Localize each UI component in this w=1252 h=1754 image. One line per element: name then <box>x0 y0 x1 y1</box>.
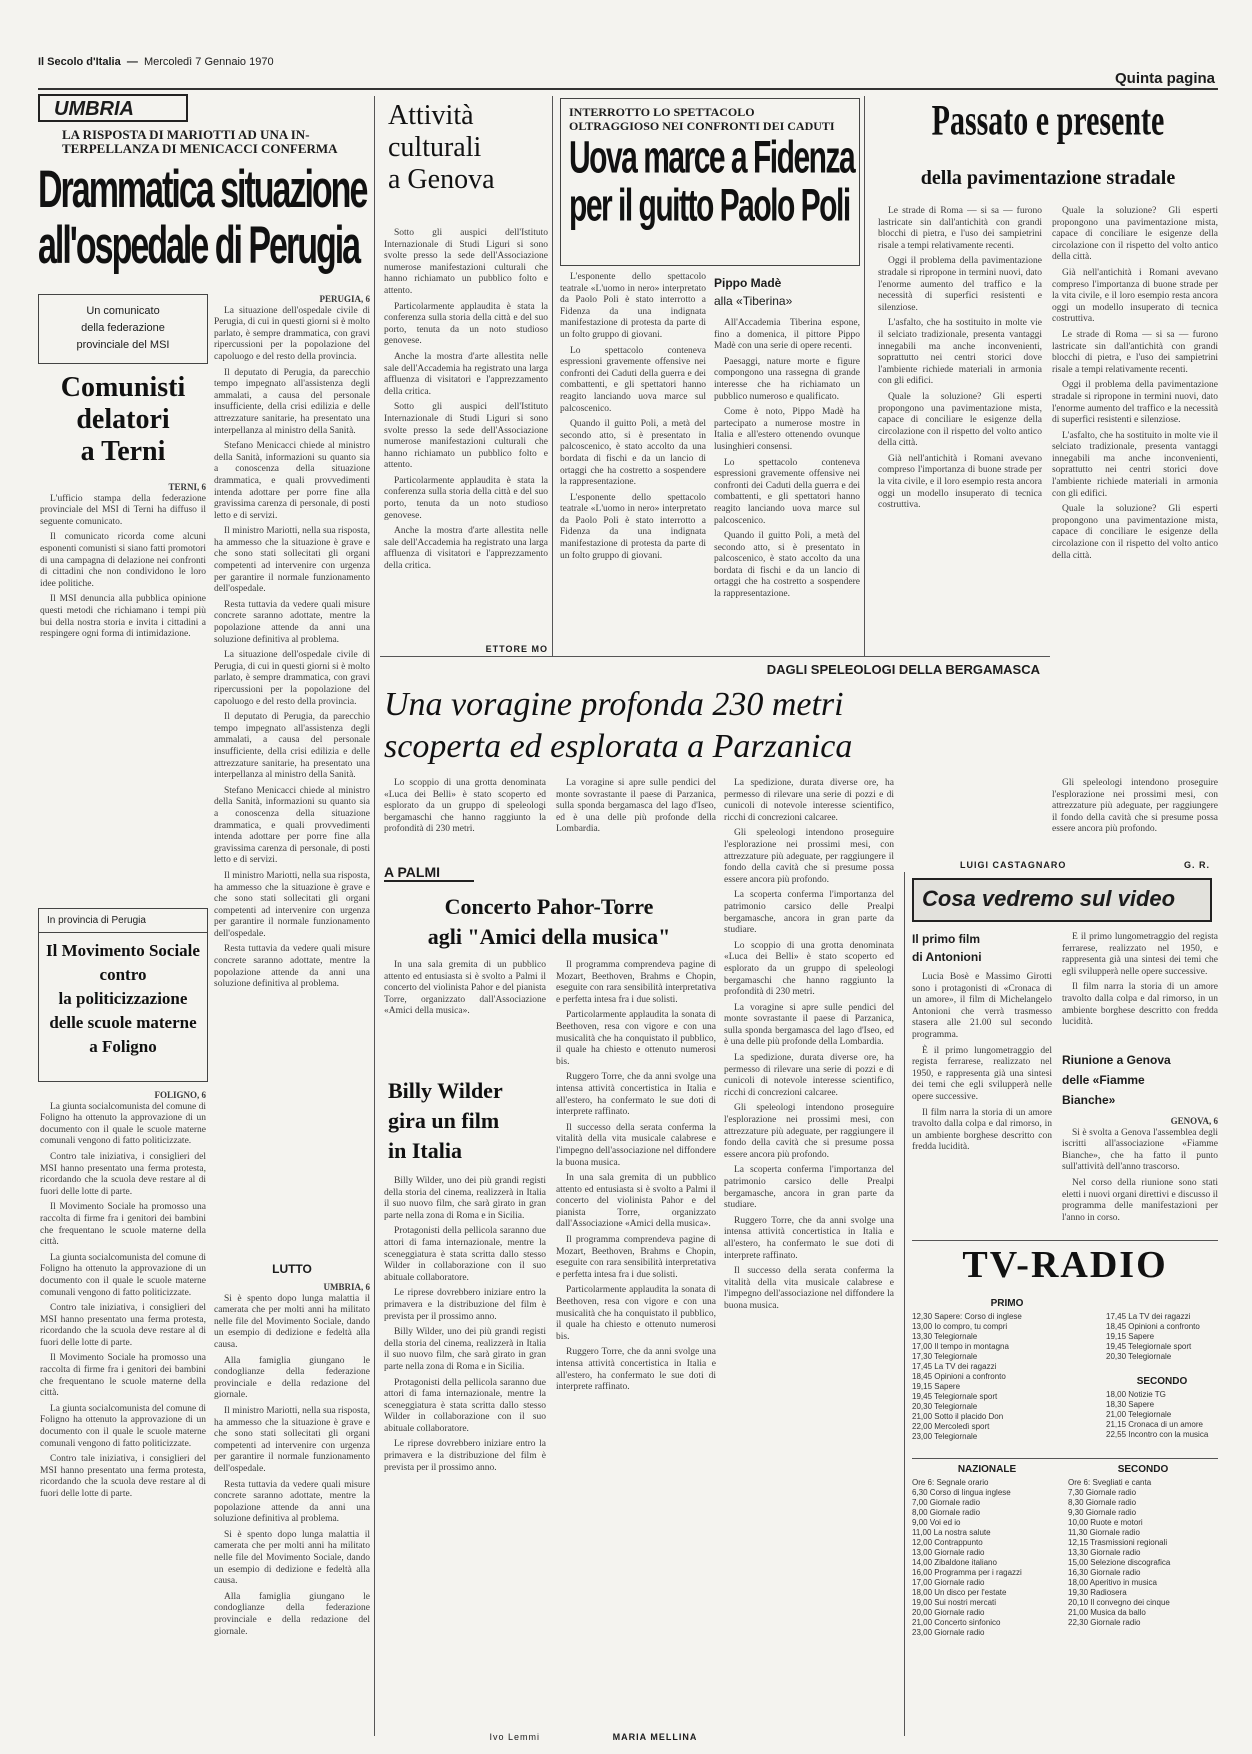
over-line-1: INTERROTTO LO SPETTACOLO <box>569 105 755 119</box>
headline-wilder <box>388 1076 548 1166</box>
headline-line-2: alla «Tiberina» <box>714 294 793 308</box>
headline-line-2: delatori <box>76 404 170 435</box>
paragraph: Lo scoppio di una grotta denominata «Luca dei Belli» è stato scoperto ed esplorato da un gruppo di speleologi bergamaschi che hanno raggiunto la profondità di 230 metri. <box>384 778 546 835</box>
schedule-item: 22,30 Giornale radio <box>1068 1618 1141 1627</box>
paragraph: La situazione dell'ospedale civile di Perugia, di cui in questi giorni si è molto parlato, è sempre drammatica, con gravi ripercussioni per la popolazione del capoluogo e del resto della provincia. <box>214 305 370 362</box>
radio-nazionale-list <box>912 1478 1062 1730</box>
paragraph: Le strade di Roma — si sa — furono lastricate sin dall'antichità con grandi blocchi di pietra, e l'uso dei sampietrini risale a tempi relativamente recenti. <box>878 206 1042 251</box>
column-rule <box>374 96 375 1736</box>
voragine-body-1 <box>384 778 546 862</box>
schedule-item: 21,00 Concerto sinfonico <box>912 1618 1001 1627</box>
author-signature: ETTORE MO <box>485 644 548 654</box>
schedule-item: 7,30 Giornale radio <box>1068 1488 1137 1497</box>
schedule-item: 17,30 Telegiornale <box>912 1352 978 1361</box>
speleologi-over-line: DAGLI SPELEOLOGI DELLA BERGAMASCA <box>766 662 1040 677</box>
paragraph: Il film narra la storia di un amore travolto dalla colpa e dal rimorso, in un ambiente borghese descritto con fredda lucidità. <box>912 1107 1052 1153</box>
paragraph: Sotto gli auspici dell'Istituto Internazionale di Studi Liguri si sono svolte presso la sede dell'Associazione numerose manifestazioni culturali che hanno richiamato un pubblico folto e attento. <box>384 402 548 471</box>
paragraph: Quale la soluzione? Gli esperti propongono una pavimentazione mista, capace di conciliare le esigenze della circolazione con il rispetto del volto antico della città. <box>1052 504 1218 561</box>
paragraph: Billy Wilder, uno dei più grandi registi della storia del cinema, realizzerà in Italia il suo nuovo film, che sarà girato in gran parte nella zona di Roma e in Sicilia. <box>384 1327 546 1372</box>
headline-line-3: Bianche» <box>1062 1093 1116 1107</box>
schedule-item: 23,00 Telegiornale <box>912 1432 978 1441</box>
column-rule <box>864 96 865 656</box>
pavimentazione-body-2 <box>1052 206 1218 786</box>
schedule-item: 23,00 Giornale radio <box>912 1628 985 1637</box>
paragraph: Protagonisti della pellicola saranno due attori di fama internazionale, mentre la sceneggiatura è stata scritta dallo stesso Wilder in collaborazione con il suo abituale collaboratore. <box>384 1377 546 1434</box>
paragraph: Si è spento dopo lunga malattia il camerata che per molti anni ha militato nelle file del Movimento Sociale, dando un esempio di dedizione e fedeltà alla causa. <box>214 1529 370 1587</box>
foligno-body <box>40 1090 206 1730</box>
headline-foligno <box>39 933 207 1059</box>
paragraph: Ruggero Torre, che da anni svolge una intensa attività concertistica in Italia e all'estero, ha confermato le sue doti di interprete raffinato. <box>724 1215 894 1261</box>
headline-line-1: Passato e presente <box>931 98 1165 145</box>
author-signature: MARIA MELLINA <box>612 1732 698 1742</box>
paragraph: L'esponente dello spettacolo teatrale «L'uomo in nero» interpretato da Paolo Poli è stato interrotto a Fidenza da una indignata manifestazione di protesta da parte di un folto gruppo di giovani. <box>560 272 706 340</box>
paragraph: È il primo lungometraggio del regista ferrarese, realizzato nel 1950, e rappresenta già una sintesi dei temi che egli svilupperà nelle opere successive. <box>1062 932 1218 977</box>
over-line-2: TERPELLANZA DI MENICACCI CONFERMA <box>62 141 338 156</box>
over-line <box>62 128 372 156</box>
schedule-item: 22,55 Incontro con la musica <box>1106 1430 1209 1439</box>
paragraph: Particolarmente applaudita la sonata di Beethoven, resa con vigore e con una musicalità che ha conquistato il pubblico, il quale ha chiesto e ottenuto numerosi bis. <box>556 1285 716 1342</box>
headline-line-1: Drammatica situazione <box>38 162 367 220</box>
radio-secondo-title: SECONDO <box>1117 1464 1169 1475</box>
paragraph: La voragine si apre sulle pendici del monte sovrastante il paese di Parzanica, sulla sponda bergamasca del lago d'Iseo, ed è una delle più profonde della Lombardia. <box>724 1002 894 1048</box>
schedule-item: 10,00 Ruote e motori <box>1068 1518 1143 1527</box>
schedule-item: 6,30 Corso di lingua inglese <box>912 1488 1011 1497</box>
paragraph: Gli speleologi intendono proseguire l'esplorazione nei prossimi mesi, con attrezzature più adeguate, per raggiungere il fondo della cavità che si presume possa essere ancora più profondo. <box>1052 778 1218 835</box>
box-line-1: Un comunicato <box>86 305 160 317</box>
schedule-item: 8,30 Giornale radio <box>1068 1498 1137 1507</box>
paragraph: La situazione dell'ospedale civile di Perugia, di cui in questi giorni si è molto parlato, è sempre drammatica, con gravi ripercussioni per la popolazione del capoluogo e del resto della provincia. <box>214 650 370 707</box>
headline-concerto <box>384 892 714 952</box>
paragraph: Billy Wilder, uno dei più grandi registi della storia del cinema, realizzerà in Italia il suo nuovo film, che sarà girato in gran parte nella zona di Roma e in Sicilia. <box>384 1176 546 1221</box>
video-headline-box <box>912 878 1212 922</box>
paragraph: Le strade di Roma — si sa — furono lastricate sin dall'antichità con grandi blocchi di pietra, e l'uso dei sampietrini risale a tempi relativamente recenti. <box>1052 329 1218 375</box>
paragraph: Oggi il problema della pavimentazione stradale si ripropone in termini nuovi, dato l'enorme aumento del traffico e la necessità di superfici resistenti e silenziose. <box>878 256 1042 313</box>
headline-line-1: Il Movimento Sociale <box>46 941 200 960</box>
tv-primo-list-2 <box>1106 1312 1218 1372</box>
schedule-item: 16,00 Programma per i ragazzi <box>912 1568 1022 1577</box>
genova-body <box>384 228 548 642</box>
schedule-item: 8,00 Giornale radio <box>912 1508 981 1517</box>
paragraph: Il ministro Mariotti, nella sua risposta, ha ammesso che la situazione è grave e che sono stati sollecitati gli organi competenti ad intervenire con urgenza per garantire il normale funzionamento dell'ospedale. <box>214 1405 370 1474</box>
video-subheadline <box>912 930 1052 966</box>
paragraph: La voragine si apre sulle pendici del monte sovrastante il paese di Parzanica, sulla sponda bergamasca del lago d'Iseo, ed è una delle più profonde della Lombardia. <box>556 778 716 835</box>
schedule-item: 18,00 Un disco per l'estate <box>912 1588 1007 1597</box>
schedule-item: 12,30 Sapere: Corso di inglese <box>912 1312 1022 1321</box>
paragraph: Già nell'antichità i Romani avevano compreso l'importanza di buone strade per la vita civile, e il loro esempio resta ancora oggi un modello insuperato di tecnica costruttiva. <box>878 453 1042 511</box>
headline-line-2: per il guitto Paolo Poli <box>569 181 850 231</box>
schedule-item: 19,45 Telegiornale sport <box>1106 1342 1192 1351</box>
tv-secondo-list <box>1106 1390 1218 1450</box>
schedule-item: 21,15 Cronaca di un amore <box>1106 1420 1203 1429</box>
paragraph: All'Accademia Tiberina espone, fino a domenica, il pittore Pippo Madè con una serie di opere recenti. <box>714 318 860 352</box>
subheadline-line-1: Il primo film <box>912 932 981 946</box>
headline-line-1: Riunione a Genova <box>1062 1053 1171 1067</box>
headline-line-1: Una voragine profonda 230 metri <box>384 686 844 723</box>
tiberina-body <box>714 318 860 652</box>
schedule-item: 18,00 Notizie TG <box>1106 1390 1166 1399</box>
paragraph: L'esponente dello spettacolo teatrale «L'uomo in nero» interpretato da Paolo Poli è stato interrotto a Fidenza da una indignata manifestazione di protesta da parte di un folto gruppo di giovani. <box>560 492 706 561</box>
author-signature: Ivo Lemmi <box>489 1732 540 1742</box>
wilder-body <box>384 1176 546 1724</box>
paragraph: La giunta socialcomunista del comune di Foligno ha ottenuto la approvazione di un documento con il quale le scuole materne comunali vengono di fatto politicizzate. <box>40 1101 206 1147</box>
headline-fiamme <box>1062 1050 1218 1110</box>
paragraph: Resta tuttavia da vedere quali misure concrete saranno adottate, mentre la popolazione attende da anni una soluzione definitiva al problema. <box>214 944 370 990</box>
fidenza-headline-box <box>560 98 860 266</box>
schedule-item: 11,00 La nostra salute <box>912 1528 991 1537</box>
fidenza-body <box>560 272 706 652</box>
schedule-item: 19,15 Sapere <box>912 1382 961 1391</box>
paragraph: Particolarmente applaudita è stata la conferenza sulla storia della città e del suo porto, tenuta da un noto studioso genovese. <box>384 475 548 521</box>
schedule-item: 22,00 Mercoledì sport <box>912 1422 990 1431</box>
paragraph: Il Movimento Sociale ha promosso una raccolta di firme fra i genitori dei bambini che frequentano le scuole materne della città. <box>40 1202 206 1248</box>
schedule-item: 7,00 Giornale radio <box>912 1498 981 1507</box>
tvradio-title: TV-RADIO <box>962 1244 1168 1286</box>
foligno-box <box>38 908 208 1082</box>
voragine-body-4 <box>1052 778 1218 864</box>
concerto-body-2 <box>556 960 716 1724</box>
video-body-2 <box>1062 932 1218 1042</box>
box-kicker: In provincia di Perugia <box>39 909 207 933</box>
paragraph: Quando il guitto Poli, a metà del secondo atto, si è presentato in palcoscenico, è stato accolto da una bordata di fischi e da un lancio di ortaggi che ha costretto a sospendere la rappresentazione. <box>560 419 706 488</box>
paragraph: Il successo della serata conferma la vitalità della vita musicale calabrese e l'impegno dell'associazione nel diffondere la buona musica. <box>724 1266 894 1311</box>
schedule-item: 20,00 Giornale radio <box>912 1608 985 1617</box>
headline-line-1: Attività <box>388 100 474 131</box>
dateline: UMBRIA, 6 <box>323 1282 370 1292</box>
concerto-body-1 <box>384 960 546 1070</box>
column-rule <box>552 96 553 656</box>
lutto-title: LUTTO <box>272 1262 312 1276</box>
schedule-item: 18,00 Aperitivo in musica <box>1068 1578 1157 1587</box>
schedule-item: 19,45 Telegiornale sport <box>912 1392 998 1401</box>
schedule-item: 17,45 La TV dei ragazzi <box>912 1362 997 1371</box>
paragraph: In una sala gremita di un pubblico attento ed entusiasta si è svolto a Palmi il concerto del violinista Pahor e del pianista Torre, organizzato dall'Associazione «Amici della musica». <box>384 960 546 1017</box>
subheadline-line-2: di Antonioni <box>912 950 982 964</box>
headline-line-3: a Terni <box>80 436 166 467</box>
issue-date: Mercoledì 7 Gennaio 1970 <box>143 56 274 68</box>
schedule-item: 14,00 Zibaldone italiano <box>912 1558 997 1567</box>
headline-line-2: scoperta ed esplorata a Parzanica <box>384 728 853 765</box>
paragraph: Il programma comprendeva pagine di Mozart, Beethoven, Brahms e Chopin, eseguite con rara sensibilità interpretativa e perfetta intesa fra i due solisti. <box>556 1235 716 1280</box>
headline-line-2: gira un film <box>388 1108 500 1133</box>
section-rule <box>380 656 1050 657</box>
headline-line-2: culturali <box>388 132 482 163</box>
dateline: GENOVA, 6 <box>1170 1116 1218 1126</box>
paragraph: Resta tuttavia da vedere quali misure concrete saranno adottate, mentre la popolazione attende da anni una soluzione definitiva al problema. <box>214 1479 370 1525</box>
box-line-3: provinciale del MSI <box>76 339 170 351</box>
headline-line-1: Concerto Pahor-Torre <box>444 894 654 919</box>
paragraph: Nel corso della riunione sono stati eletti i nuovi organi direttivi e discusso il programma delle manifestazioni per l'anno in corso. <box>1062 1177 1218 1223</box>
paragraph: Particolarmente applaudita è stata la conferenza sulla storia della città e del suo porto, tenuta da un noto studioso genovese. <box>384 301 548 347</box>
paragraph: Protagonisti della pellicola saranno due attori di fama internazionale, mentre la sceneggiatura è stata scritta dallo stesso Wilder in collaborazione con il suo abituale collaboratore. <box>384 1226 546 1283</box>
schedule-item: 9,30 Giornale radio <box>1068 1508 1137 1517</box>
paragraph: Il Movimento Sociale ha promosso una raccolta di firme fra i genitori dei bambini che frequentano le scuole materne della città. <box>40 1353 206 1399</box>
paragraph: Gli speleologi intendono proseguire l'esplorazione nei prossimi mesi, con attrezzature più adeguate, per raggiungere il fondo della cavità che si presume possa essere ancora più profondo. <box>724 828 894 885</box>
headline-line-3: a Genova <box>388 164 495 195</box>
schedule-item: 21,00 Telegiornale <box>1106 1410 1172 1419</box>
schedule-item: 11,30 Giornale radio <box>1068 1528 1140 1537</box>
schedule-item: 12,00 Contrappunto <box>912 1538 983 1547</box>
paragraph: La scoperta conferma l'importanza del patrimonio carsico delle Prealpi bergamasche, ancora in gran parte da studiare. <box>724 890 894 936</box>
schedule-item: 20,10 Il convegno dei cinque <box>1068 1598 1170 1607</box>
schedule-item: 19,15 Sapere <box>1106 1332 1155 1341</box>
schedule-item: 19,00 Sui nostri mercati <box>912 1598 997 1607</box>
paragraph: Gli speleologi intendono proseguire l'esplorazione nei prossimi mesi, con attrezzature più adeguate, per raggiungere il fondo della cavità che si presume possa essere ancora più profondo. <box>724 1103 894 1160</box>
author-signature: G. R. <box>1183 860 1210 870</box>
tv-primo-list <box>912 1312 1102 1452</box>
subheadline-pavimentazione: della pavimentazione stradale <box>920 167 1176 189</box>
headline-line-2: agli "Amici della musica" <box>427 924 671 949</box>
headline-line-2: delle «Fiamme <box>1062 1073 1145 1087</box>
schedule-item: 19,30 Radiosera <box>1068 1588 1127 1597</box>
paragraph: Contro tale iniziativa, i consiglieri del MSI hanno presentato una ferma protesta, ricordando che la scuola deve restare al di fuori delle lotte di parte. <box>40 1303 206 1348</box>
schedule-item: 13,30 Telegiornale <box>912 1332 978 1341</box>
paragraph: La scoperta conferma l'importanza del patrimonio carsico delle Prealpi bergamasche, ancora in gran parte da studiare. <box>724 1165 894 1211</box>
schedule-item: 13,00 Io compro, tu compri <box>912 1322 1008 1331</box>
headline-fidenza <box>561 133 859 255</box>
schedule-item: 18,45 Opinioni a confronto <box>912 1372 1006 1381</box>
radio-secondo-list <box>1068 1478 1218 1730</box>
schedule-item: 12,15 Trasmissioni regionali <box>1068 1538 1168 1547</box>
radio-nazionale-title: NAZIONALE <box>957 1464 1017 1475</box>
schedule-item: 9,00 Voi ed io <box>912 1518 961 1527</box>
paragraph: Resta tuttavia da vedere quali misure concrete saranno adottate, mentre la popolazione attende da anni una soluzione definitiva al problema. <box>214 599 370 645</box>
paragraph: Il film narra la storia di un amore travolto dalla colpa e dal rimorso, in un ambiente borghese descritto con fredda lucidità. <box>1062 982 1218 1028</box>
paragraph: Si è spento dopo lunga malattia il camerata che per molti anni ha militato nelle file del Movimento Sociale, dando un esempio di dedizione e fedeltà alla causa. <box>214 1293 370 1350</box>
paragraph: È il primo lungometraggio del regista ferrarese, realizzato nel 1950, e rappresenta già una sintesi dei temi che egli svilupperà nelle opere successive. <box>912 1045 1052 1102</box>
paragraph: Contro tale iniziativa, i consiglieri del MSI hanno presentato una ferma protesta, ricordando che la scuola deve restare al di fuori delle lotte di parte. <box>40 1454 206 1499</box>
paragraph: Paesaggi, nature morte e figure compongono una rassegna di grande interesse che ha richiamato un pubblico numeroso e qualificato. <box>714 356 860 402</box>
paragraph: Anche la mostra d'arte allestita nelle sale dell'Accademia ha registrato una larga affluenza di visitatori e l'apprezzamento della critica. <box>384 351 548 397</box>
voragine-body-2 <box>556 778 716 862</box>
headline-ospedale <box>38 162 374 284</box>
paragraph: Oggi il problema della pavimentazione stradale si ripropone in termini nuovi, dato l'enorme aumento del traffico e la necessità di superfici resistenti e silenziose. <box>1052 380 1218 426</box>
author-signature: LUIGI CASTAGNARO <box>960 860 1067 870</box>
paragraph: L'asfalto, che ha sostituito in molte vie il selciato tradizionale, presenta vantaggi innegabili ma anche inconvenienti, soprattutto nei centri storici dove l'ambiente richiede materiali in armonia con gli edifici. <box>878 318 1042 387</box>
paragraph: Contro tale iniziativa, i consiglieri del MSI hanno presentato una ferma protesta, ricordando che la scuola deve restare al di fuori delle lotte di parte. <box>40 1151 206 1197</box>
paragraph: La giunta socialcomunista del comune di Foligno ha ottenuto la approvazione di un documento con il quale le scuole materne comunali vengono di fatto politicizzate. <box>40 1403 206 1449</box>
paragraph: La spedizione, durata diverse ore, ha permesso di rilevare una serie di pozzi e di cunicoli di notevole interesse scientifico, ricchi di concrezioni calcaree. <box>724 778 894 823</box>
schedule-item: 20,30 Telegiornale <box>912 1402 978 1411</box>
headline-pavimentazione <box>878 98 1218 170</box>
headline-video: Cosa vedremo sul video <box>922 886 1176 911</box>
schedule-item: Ore 6: Svegliati e canta <box>1068 1478 1152 1487</box>
tv-primo-title: PRIMO <box>990 1298 1024 1309</box>
column-rule <box>904 872 905 1736</box>
paragraph: Anche la mostra d'arte allestita nelle sale dell'Accademia ha registrato una larga affluenza di visitatori e l'apprezzamento della critica. <box>384 526 548 572</box>
schedule-item: 13,30 Giornale radio <box>1068 1548 1141 1557</box>
headline-line-2: all'ospedale di Perugia <box>38 216 360 276</box>
dateline: FOLIGNO, 6 <box>154 1090 206 1100</box>
paragraph: La spedizione, durata diverse ore, ha permesso di rilevare una serie di pozzi e di cunicoli di notevole interesse scientifico, ricchi di concrezioni calcaree. <box>724 1053 894 1098</box>
paragraph: Ruggero Torre, che da anni svolge una intensa attività concertistica in Italia e all'estero, ha confermato le sue doti di interprete raffinato. <box>556 1072 716 1118</box>
headline-tiberina <box>714 274 860 310</box>
headline-genova <box>388 100 548 196</box>
schedule-item: 21,00 Musica da ballo <box>1068 1608 1146 1617</box>
dateline: PERUGIA, 6 <box>319 294 370 304</box>
over-line-1: LA RISPOSTA DI MARIOTTI AD UNA IN- <box>62 127 310 142</box>
schedule-item: 20,30 Telegiornale <box>1106 1352 1172 1361</box>
paragraph: Si è svolta a Genova l'assemblea degli iscritti all'associazione «Fiamme Bianche», che ha fatto il punto sull'attività dell'anno trascorso. <box>1062 1127 1218 1173</box>
schedule-item: 17,00 Giornale radio <box>912 1578 985 1587</box>
paragraph: Alla famiglia giungano le condoglianze della federazione provinciale e della redazione del giornale. <box>214 1591 370 1637</box>
schedule-item: 16,30 Giornale radio <box>1068 1568 1141 1577</box>
headline-line-2: contro <box>99 965 147 984</box>
paragraph: Il deputato di Perugia, da parecchio tempo impegnato all'assistenza degli ammalati, a causa del personale insufficiente, della crisi edilizia e delle attrezzature sanitarie, ha presentato una interpellanza al ministro della Sanità. <box>214 367 370 436</box>
fiamme-body <box>1062 1116 1218 1236</box>
paragraph: Il comunicato ricorda come alcuni esponenti comunisti si siano fatti promotori di una campagna di delazione nei confronti di cittadini che non condividono le loro idee politiche. <box>40 532 206 589</box>
headline-line-3: la politicizzazione <box>58 989 188 1008</box>
headline-line-1: Comunisti <box>60 372 186 403</box>
paragraph: Il ministro Mariotti, nella sua risposta, ha ammesso che la situazione è grave e che sono stati sollecitati gli organi competenti ad intervenire con urgenza per garantire il normale funzionamento dell'ospedale. <box>214 526 370 595</box>
paragraph: Stefano Menicacci chiede al ministro della Sanità, informazioni su quanto sia a conoscenza della situazione drammatica, e quali provvedimenti intenda adottare per porre fine alla gravissima carenza di personale, di posti letto e di servizi. <box>214 785 370 866</box>
masthead: Il Secolo d'Italia <box>38 56 121 68</box>
paragraph: Il MSI denuncia alla pubblica opinione questi metodi che richiamano i tempi più bui della nostra storia e invita i cittadini a respingere ogni forma di intimidazione. <box>40 594 206 640</box>
paragraph: Lo spettacolo conteneva espressioni gravemente offensive nei confronti dei Caduti della guerra e dei combattenti, e gli spettatori hanno reagito lanciando uova marce sul palcoscenico. <box>714 457 860 526</box>
paragraph: Sotto gli auspici dell'Istituto Internazionale di Studi Liguri si sono svolte presso la sede dell'Associazione numerose manifestazioni culturali che hanno richiamato un pubblico folto e attento. <box>384 228 548 296</box>
section-rule <box>912 1240 1218 1241</box>
schedule-item: 18,45 Opinioni a confronto <box>1106 1322 1200 1331</box>
paragraph: Stefano Menicacci chiede al ministro della Sanità, informazioni su quanto sia a conoscenza della situazione drammatica, e quali provvedimenti intenda adottare per porre fine alla gravissima carenza di personale, di posti letto e di servizi. <box>214 441 370 521</box>
section-rule <box>912 1458 1218 1459</box>
schedule-item: 17,00 Il tempo in montagna <box>912 1342 1009 1351</box>
dateline: TERNI, 6 <box>168 482 206 492</box>
paragraph: Alla famiglia giungano le condoglianze della federazione provinciale e della redazione del giornale. <box>214 1355 370 1401</box>
paragraph: Particolarmente applaudita la sonata di Beethoven, resa con vigore e con una musicalità che ha conquistato il pubblico, il quale ha chiesto e ottenuto numerosi bis. <box>556 1010 716 1067</box>
paragraph: L'asfalto, che ha sostituito in molte vie il selciato tradizionale, presenta vantaggi innegabili ma anche inconvenienti, soprattutto nei centri storici dove l'ambiente richiede materiali in armonia con gli edifici. <box>1052 430 1218 499</box>
msi-communique-box <box>38 294 208 364</box>
paragraph: La giunta socialcomunista del comune di Foligno ha ottenuto la approvazione di un documento con il quale le scuole materne comunali vengono di fatto politicizzate. <box>40 1252 206 1298</box>
lutto-body <box>214 1282 370 1730</box>
headline-voragine <box>384 684 1044 768</box>
paragraph: Le riprese dovrebbero iniziare entro la primavera e la distribuzione del film è prevista per il prossimo anno. <box>384 1288 546 1322</box>
video-body <box>912 972 1052 1178</box>
headline-line-3: in Italia <box>388 1138 462 1163</box>
headline-line-1: Billy Wilder <box>388 1078 503 1103</box>
paragraph: Quando il guitto Poli, a metà del secondo atto, si è presentato in palcoscenico, è stato accolto da una bordata di fischi e da un lancio di ortaggi che ha costretto a sospendere la rappresentazione. <box>714 531 860 600</box>
headline-line-1: Uova marce a Fidenza <box>569 133 855 183</box>
page-label: Quinta pagina <box>1114 70 1215 87</box>
over-line-2: OLTRAGGIOSO NEI CONFRONTI DEI CADUTI <box>569 119 835 133</box>
paragraph: Lo scoppio di una grotta denominata «Luca dei Belli» è stato scoperto ed esplorato da un gruppo di speleologi bergamaschi che hanno raggiunto la profondità di 230 metri. <box>724 940 894 998</box>
tv-secondo-title: SECONDO <box>1136 1376 1188 1387</box>
headline-line-1: Pippo Madè <box>714 276 782 290</box>
paragraph: Le riprese dovrebbero iniziare entro la primavera e la distribuzione del film è prevista per il prossimo anno. <box>384 1439 546 1473</box>
headline-line-5: a Foligno <box>89 1037 157 1056</box>
paragraph: Il deputato di Perugia, da parecchio tempo impegnato all'assistenza degli ammalati, a causa del personale insufficiente, della crisi edilizia e delle attrezzature sanitarie, ha presentato una interpellanza al ministro della Sanità. <box>214 712 370 781</box>
paragraph: Quale la soluzione? Gli esperti propongono una pavimentazione mista, capace di conciliare le esigenze della circolazione con il rispetto del volto antico della città. <box>1052 206 1218 263</box>
paragraph: In una sala gremita di un pubblico attento ed entusiasta si è svolto a Palmi il concerto del violinista Pahor e del pianista Torre, organizzato dall'Associazione «Amici della musica». <box>556 1173 716 1230</box>
palmi-kicker: A PALMI <box>384 864 474 882</box>
headline-line-4: delle scuole materne <box>49 1013 197 1032</box>
paragraph: Già nell'antichità i Romani avevano compreso l'importanza di buone strade per la vita civile, e il loro esempio resta ancora oggi un modello insuperato di tecnica costruttiva. <box>1052 267 1218 325</box>
paragraph: Lo spettacolo conteneva espressioni gravemente offensive nei confronti dei Caduti della guerra e dei combattenti, e gli spettatori hanno reagito lanciando uova marce sul palcoscenico. <box>560 345 706 414</box>
paragraph: Come è noto, Pippo Madè ha partecipato a numerose mostre in Italia e all'estero ottenendo ovunque lusinghieri consensi. <box>714 407 860 452</box>
schedule-item: 21,00 Sotto il placido Don <box>912 1412 1004 1421</box>
pavimentazione-body-1 <box>878 206 1042 638</box>
schedule-item: 17,45 La TV dei ragazzi <box>1106 1312 1191 1321</box>
voragine-body-3 <box>724 778 894 1728</box>
box-line-2: della federazione <box>81 322 165 334</box>
paragraph: Ruggero Torre, che da anni svolge una intensa attività concertistica in Italia e all'estero, ha confermato le sue doti di interprete raffinato. <box>556 1347 716 1393</box>
paragraph: Il ministro Mariotti, nella sua risposta, ha ammesso che la situazione è grave e che sono stati sollecitati gli organi competenti ad intervenire con urgenza per garantire il normale funzionamento dell'ospedale. <box>214 870 370 939</box>
paragraph: Quale la soluzione? Gli esperti propongono una pavimentazione mista, capace di conciliare le esigenze della circolazione con il rispetto del volto antico della città. <box>878 391 1042 449</box>
schedule-item: 15,00 Selezione discografica <box>1068 1558 1171 1567</box>
comunisti-body <box>40 482 206 870</box>
paragraph: Il programma comprendeva pagine di Mozart, Beethoven, Brahms e Chopin, eseguite con rara sensibilità interpretativa e perfetta intesa fra i due solisti. <box>556 960 716 1005</box>
ospedale-body <box>214 294 370 1254</box>
section-kicker: UMBRIA <box>38 94 188 122</box>
headline-comunisti <box>38 372 208 468</box>
paragraph: Il successo della serata conferma la vitalità della vita musicale calabrese e l'impegno dell'associazione nel diffondere la buona musica. <box>556 1122 716 1168</box>
over-line <box>561 99 859 133</box>
schedule-item: Ore 6: Segnale orario <box>912 1478 989 1487</box>
paragraph: Lucia Bosè e Massimo Girotti sono i protagonisti di «Cronaca di un amore», il film di Michelangelo Antonioni che verrà trasmesso stasera alle 21.00 sul secondo programma. <box>912 972 1052 1040</box>
running-head: Il Secolo d'Italia — Mercoledì 7 Gennaio 1970 <box>38 56 274 68</box>
schedule-item: 18,30 Sapere <box>1106 1400 1155 1409</box>
paragraph: L'ufficio stampa della federazione provinciale del MSI di Terni ha diffuso il seguente comunicato. <box>40 493 206 527</box>
schedule-item: 13,00 Giornale radio <box>912 1548 985 1557</box>
top-rule <box>38 88 1218 90</box>
